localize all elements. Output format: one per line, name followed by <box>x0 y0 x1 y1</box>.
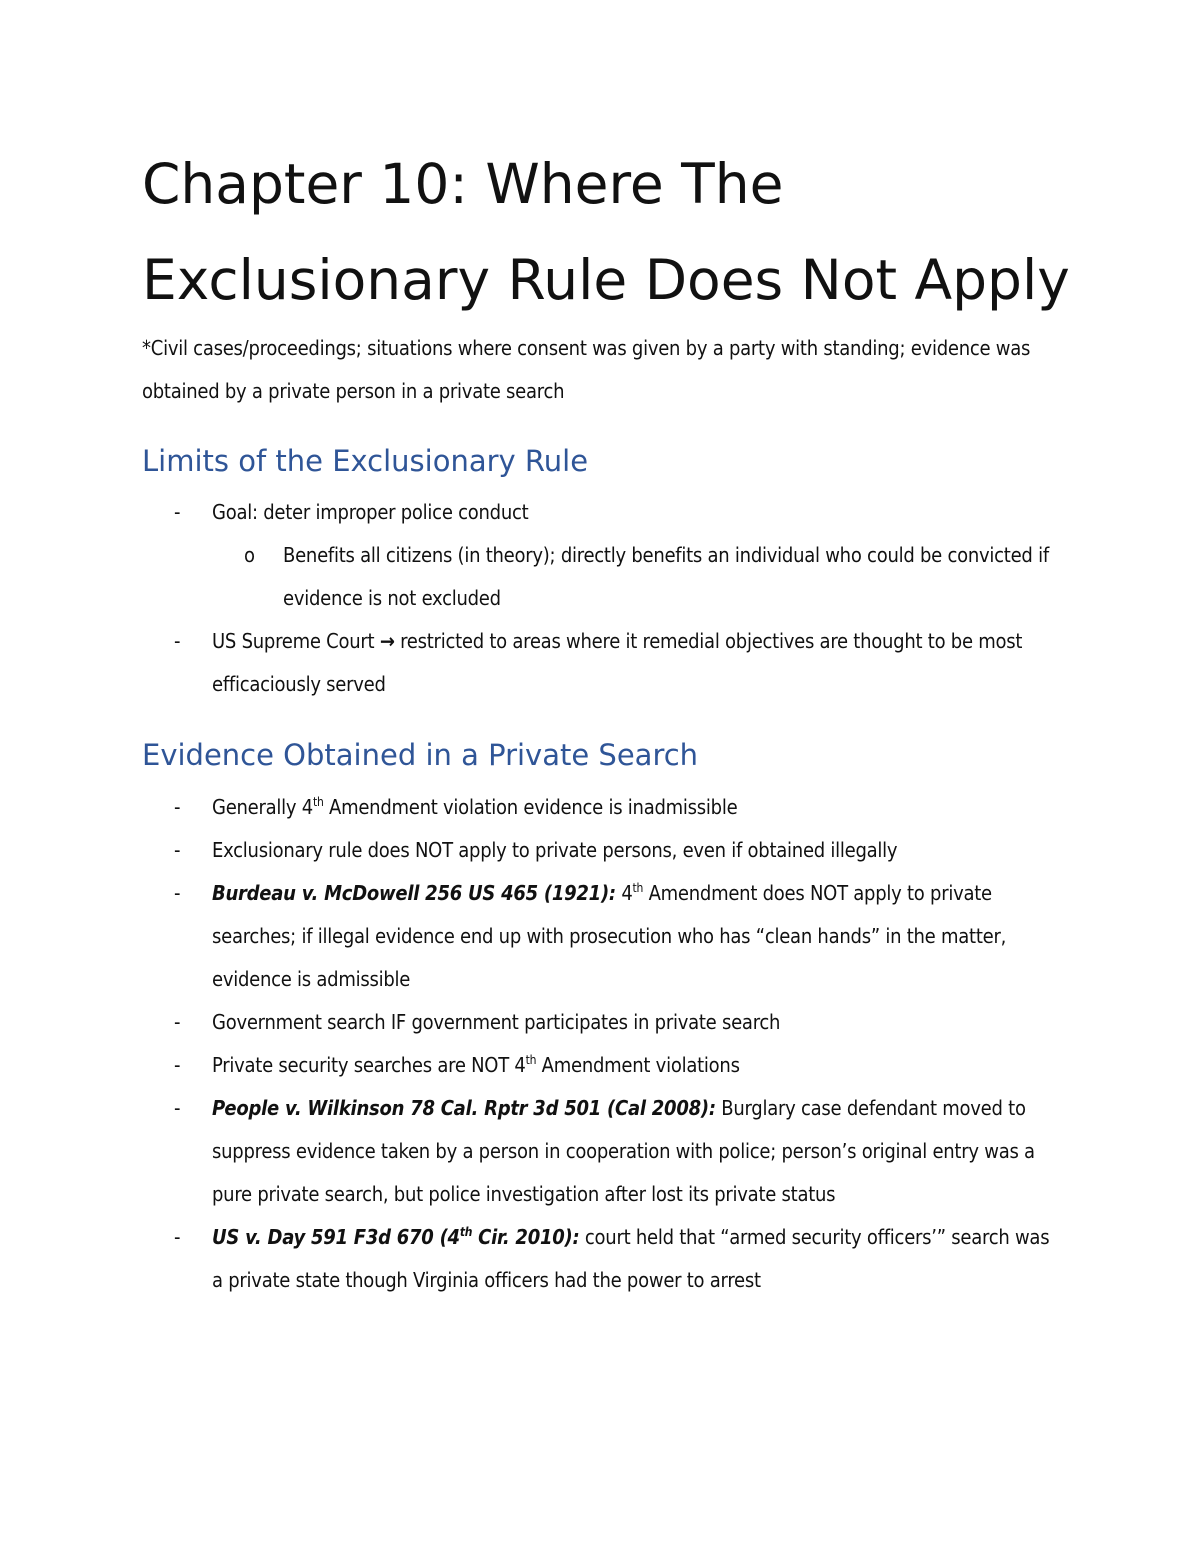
bullet-dash: - <box>174 500 181 524</box>
bullet-dash: - <box>174 1096 181 1120</box>
superscript: th <box>525 1053 537 1067</box>
list-item-burdeau <box>0 872 1052 1001</box>
section-heading-private-search: Evidence Obtained in a Private Search <box>142 738 699 772</box>
case-citation: Burdeau v. McDowell 256 US 465 (1921): <box>212 881 616 905</box>
list-item-government <box>0 1001 1052 1044</box>
list-item-supreme-court <box>0 620 1052 706</box>
bullet-dash: - <box>174 1053 181 1077</box>
list-item-generally <box>0 786 1052 829</box>
list-item-us-day <box>0 1216 1052 1302</box>
item-text: restricted to areas where it remedial objectives are thought to be most efficaciously served <box>212 629 1023 696</box>
item-text: Government search IF government participates in private search <box>212 1010 781 1034</box>
bullet-dash: - <box>174 881 181 905</box>
case-citation: US v. Day 591 F3d 670 (4 <box>212 1225 460 1249</box>
item-text: Amendment violations <box>536 1053 740 1077</box>
superscript: th <box>312 795 324 809</box>
item-text: 4 <box>615 881 633 905</box>
item-text: US Supreme Court <box>212 629 380 653</box>
superscript: th <box>632 881 644 895</box>
item-text: Exclusionary rule does NOT apply to private persons, even if obtained illegally <box>212 838 898 862</box>
list-item-people-wilkinson <box>0 1087 1052 1216</box>
arrow-icon: → <box>379 629 395 653</box>
item-text: Private security searches are NOT 4 <box>212 1053 526 1077</box>
case-citation: Cir. 2010): <box>472 1225 580 1249</box>
list-item-goal <box>0 491 1052 534</box>
private-search-list <box>0 786 1200 1302</box>
item-text: Amendment violation evidence is inadmissible <box>323 795 738 819</box>
item-text: Generally 4 <box>212 795 313 819</box>
chapter-title: Chapter 10: Where The Exclusionary Rule Does Not Apply <box>142 152 1070 312</box>
bullet-dash: - <box>174 1010 181 1034</box>
bullet-circle: o <box>244 543 255 567</box>
bullet-dash: - <box>174 795 181 819</box>
item-text: Amendment does NOT apply to private searches; if illegal evidence end up with prosecution who has “clean hands” in the matter, evidence is admissible <box>212 881 1007 991</box>
item-text: court held that “armed security officers’” search was a private state though Virginia officers had the power to arrest <box>212 1225 1050 1292</box>
bullet-dash: - <box>174 1225 181 1249</box>
item-text: Benefits all citizens (in theory); directly benefits an individual who could be convicted if evidence is not excluded <box>283 543 1049 610</box>
superscript: th <box>459 1225 473 1239</box>
limits-list <box>0 491 1200 706</box>
case-citation: People v. Wilkinson 78 Cal. Rptr 3d 501 (Cal 2008): <box>212 1096 716 1120</box>
intro-paragraph: *Civil cases/proceedings; situations where consent was given by a party with standing; evidence was obtained by a private person in a private search <box>142 336 1031 403</box>
bullet-dash: - <box>174 629 181 653</box>
item-text: Goal: deter improper police conduct <box>212 500 529 524</box>
section-heading-limits: Limits of the Exclusionary Rule <box>142 444 589 478</box>
bullet-dash: - <box>174 838 181 862</box>
list-item-exclusionary <box>0 829 1052 872</box>
list-item-security <box>0 1044 1052 1087</box>
item-text: Burglary case defendant moved to suppress evidence taken by a person in cooperation with police; person’s original entry was a pure private search, but police investigation after lost its private status <box>212 1096 1035 1206</box>
sub-item-benefits <box>0 534 1053 620</box>
